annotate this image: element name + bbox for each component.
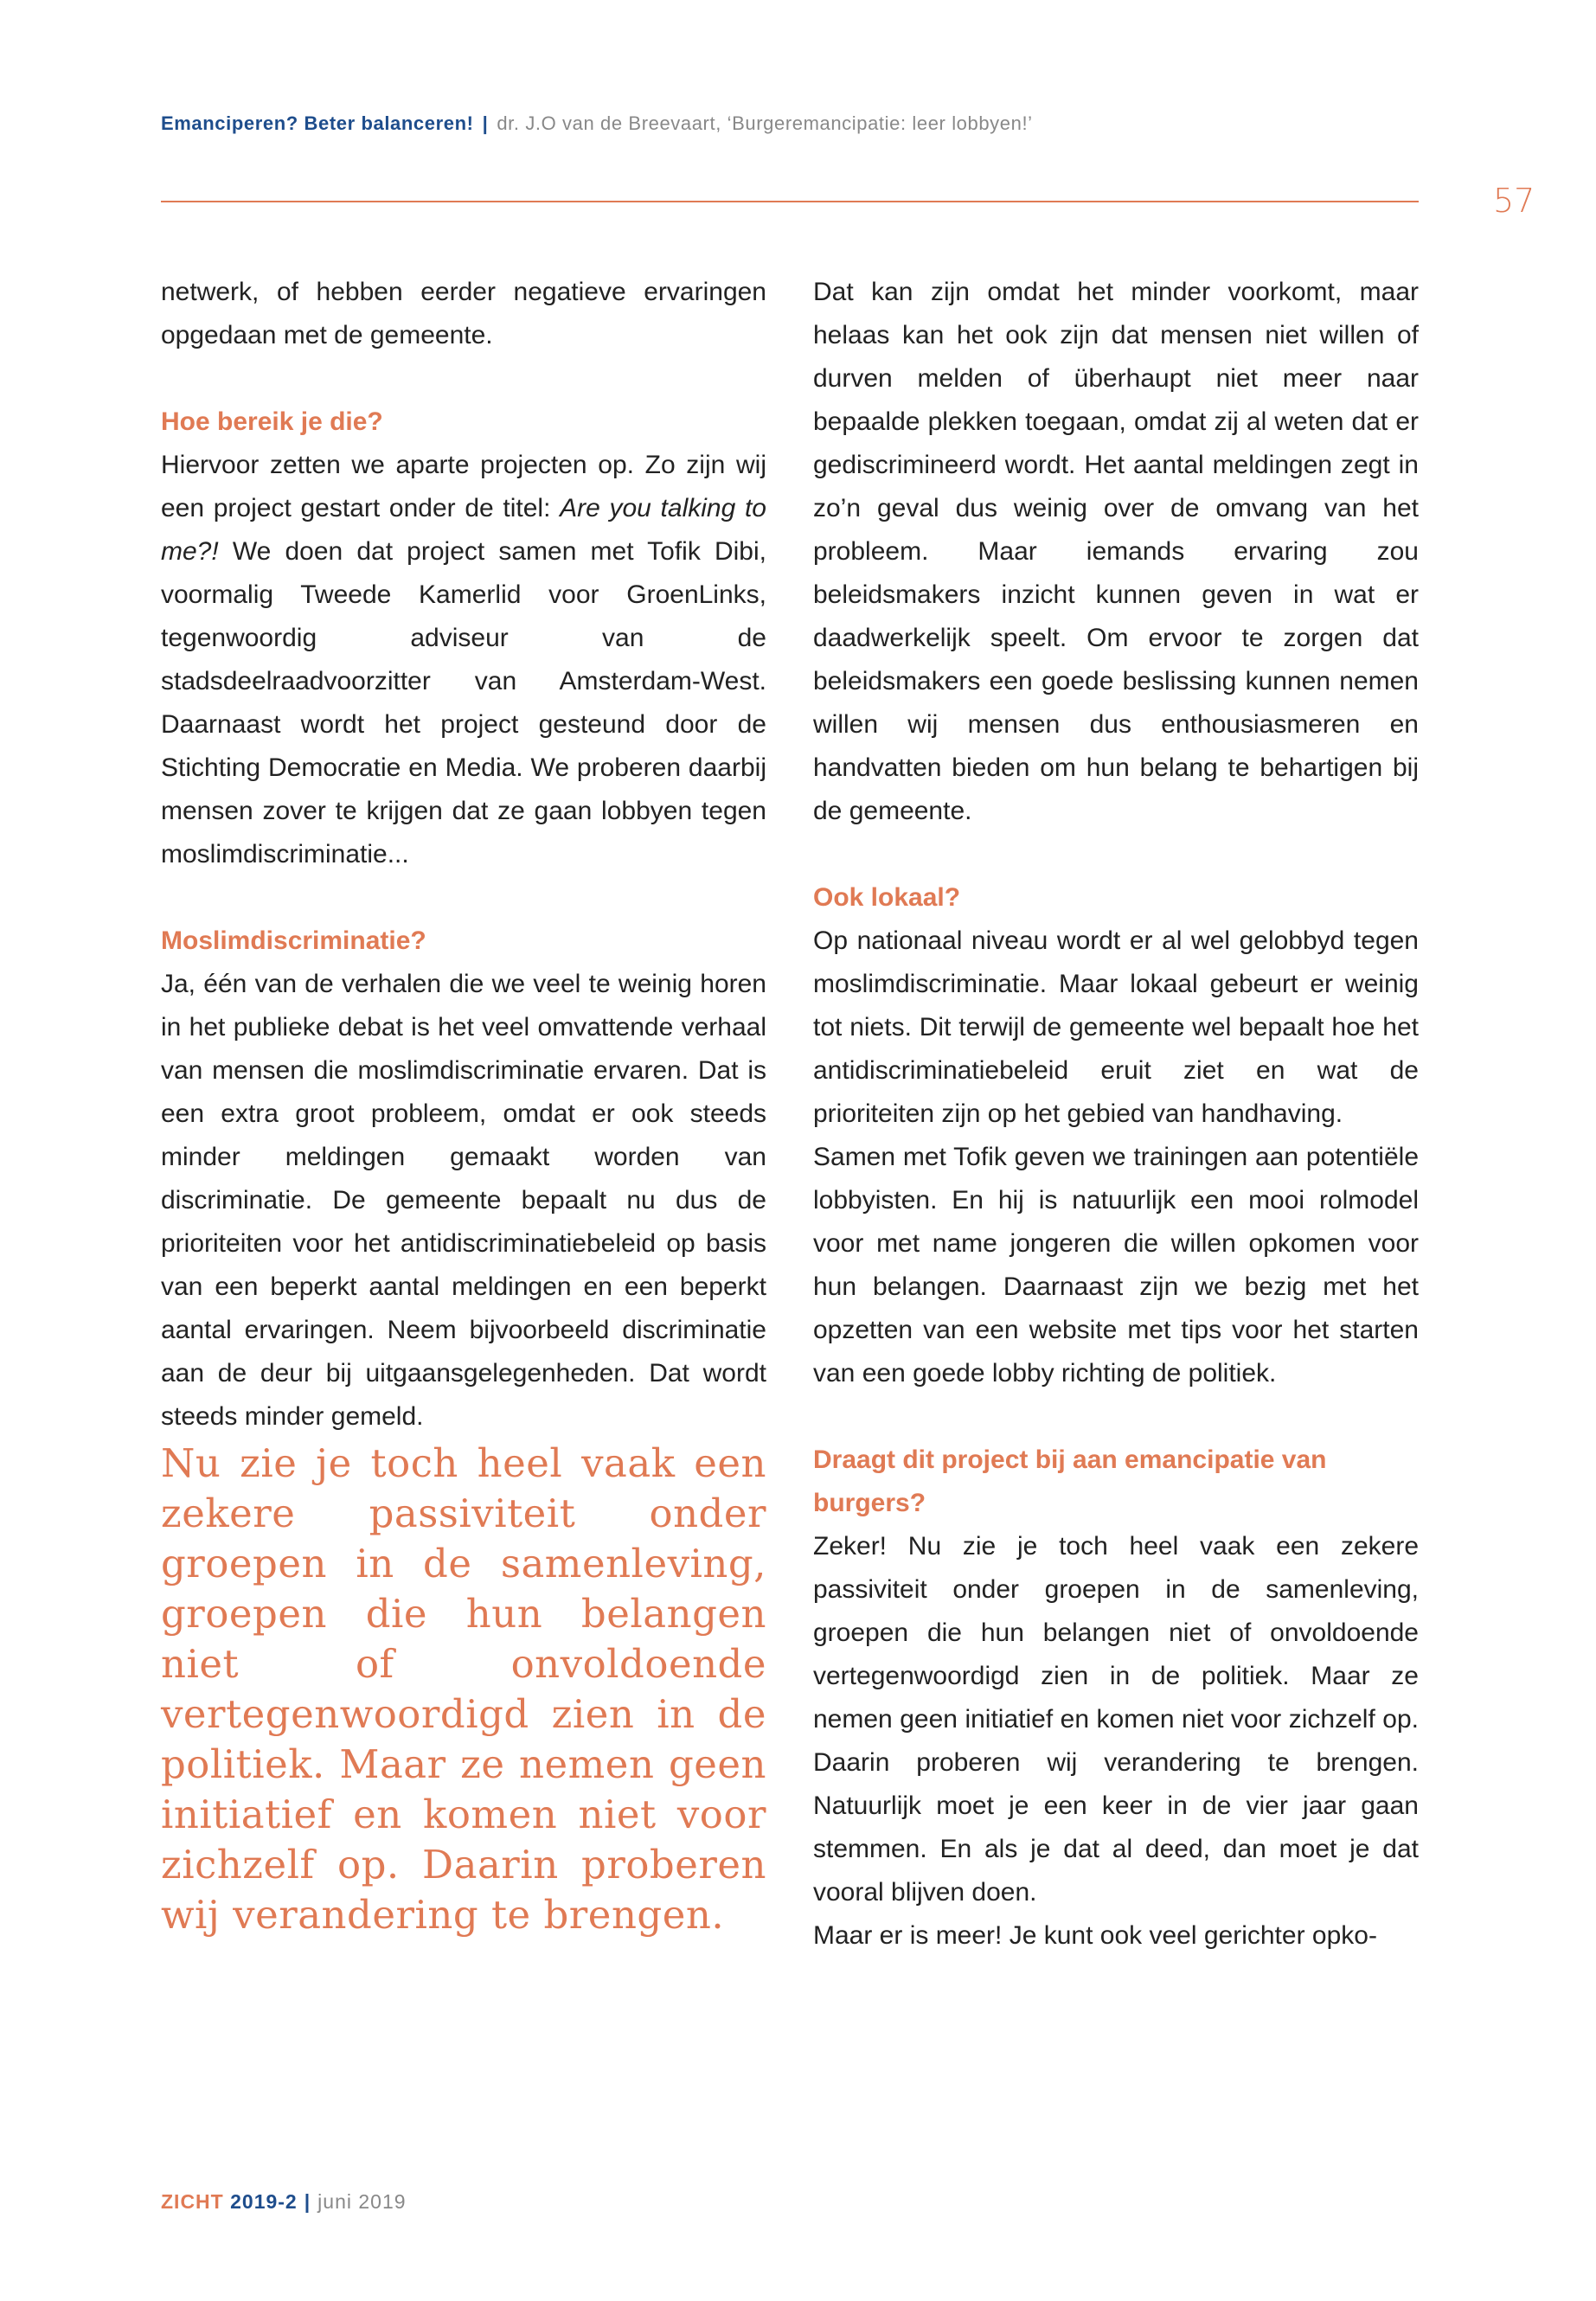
footer-magazine: ZICHT	[161, 2190, 224, 2213]
right-paragraph-5: Maar er is meer! Je kunt ook veel gerichter opko-	[813, 1921, 1377, 1950]
page-footer	[161, 2190, 407, 2214]
footer-date: juni 2019	[317, 2190, 407, 2213]
heading-draagt-dit-project: Draagt dit project bij aan emancipatie van burgers?	[813, 1445, 1327, 1517]
header-rule	[161, 201, 1419, 202]
heading-ook-lokaal: Ook lokaal?	[813, 883, 961, 912]
right-paragraph-4: Zeker! Nu zie je toch heel vaak een zekere passiviteit onder groepen in de samenleving, groepen die hun belangen niet of onvoldoende vertegenwoordigd zien in de politiek. Maar ze nemen geen initiatief en komen niet voor zichzelf op. Daarin proberen wij verandering te brengen. Natuurlijk moet je een keer in de vier jaar gaan stemmen. En als je dat al deed, dan moet je dat vooral blijven doen.	[813, 1532, 1419, 1907]
right-paragraph-2: Op nationaal niveau wordt er al wel gelobbyd tegen moslimdiscriminatie. Maar lokaal gebeurt er weinig tot niets. Dit terwijl de gemeente wel bepaalt hoe het antidiscriminatiebeleid eruit ziet en wat de prioriteiten zijn op het gebied van handhaving.	[813, 926, 1419, 1128]
left-paragraph-2-end: We doen dat project samen met Tofik Dibi, voormalig Tweede Kamerlid voor GroenLinks, tegenwoordig adviseur van de stadsdeelraadvoorzitter van Amsterdam-West. Daarnaast wordt het project gesteund door de Stichting Democratie en Media. We proberen daarbij mensen zover te krijgen dat ze gaan lobbyen tegen moslimdiscriminatie...	[161, 537, 766, 868]
right-paragraph-3: Samen met Tofik geven we trainingen aan potentiële lobbyisten. En hij is natuurlijk een mooi rolmodel voor met name jongeren die willen opkomen voor hun belangen. Daarnaast zijn we bezig met het opzetten van een website met tips voor het starten van een goede lobby richting de politiek.	[813, 1143, 1419, 1388]
heading-hoe-bereik: Hoe bereik je die?	[161, 407, 383, 436]
project-title-italic: Are you talking to me?!	[161, 494, 766, 566]
article-author-title: dr. J.O van de Breevaart, ‘Burgeremancipatie: leer lobbyen!’	[497, 112, 1033, 134]
footer-issue: 2019-2	[230, 2190, 298, 2213]
left-paragraph-3: Ja, één van de verhalen die we veel te weinig horen in het publieke debat is het veel omvattende verhaal van mensen die moslimdiscriminatie ervaren. Dat is een extra groot probleem, omdat er ook steeds minder meldingen gemaakt worden van discriminatie. De gemeente bepaalt nu dus de prioriteiten voor het antidiscriminatiebeleid op basis van een beperkt aantal meldingen en een beperkt aantal ervaringen. Neem bijvoorbeeld discriminatie aan de deur bij uitgaansgelegenheden. Dat wordt steeds minder gemeld.	[161, 970, 766, 1431]
running-header	[161, 112, 1424, 135]
header-separator: |	[482, 112, 489, 134]
page-number: 57	[1493, 182, 1535, 220]
footer-separator: |	[304, 2190, 311, 2213]
heading-moslimdiscriminatie: Moslimdiscriminatie?	[161, 926, 426, 955]
right-column	[813, 271, 1419, 1958]
left-paragraph-2-start: Hiervoor zetten we aparte projecten op. Zo zijn wij een project gestart onder de titel:	[161, 451, 766, 522]
publication-title: Emanciperen? Beter balanceren!	[161, 112, 474, 134]
left-column	[161, 271, 766, 1940]
left-paragraph-1: netwerk, of hebben eerder negatieve ervaringen opgedaan met de gemeente.	[161, 278, 766, 349]
right-paragraph-1: Dat kan zijn omdat het minder voorkomt, maar helaas kan het ook zijn dat mensen niet willen of durven melden of überhaupt niet meer naar bepaalde plekken toegaan, omdat zij al weten dat er gediscrimineerd wordt. Het aantal meldingen zegt in zo’n geval dus weinig over de omvang van het probleem. Maar iemands ervaring zou beleidsmakers inzicht kunnen geven in wat er daadwerkelijk speelt. Om ervoor te zorgen dat beleidsmakers een goede beslissing kunnen nemen willen wij mensen dus enthousiasmeren en handvatten bieden om hun belang te behartigen bij de gemeente.	[813, 278, 1419, 825]
left-paragraph-2	[161, 444, 766, 876]
pull-quote: Nu zie je toch heel vaak een zekere passiviteit onder groepen in de samenleving, groepen die hun belangen niet of onvoldoende vertegenwoordigd zien in de politiek. Maar ze nemen geen initiatief en komen niet voor zichzelf op. Daarin proberen wij verandering te brengen.	[161, 1440, 766, 1938]
